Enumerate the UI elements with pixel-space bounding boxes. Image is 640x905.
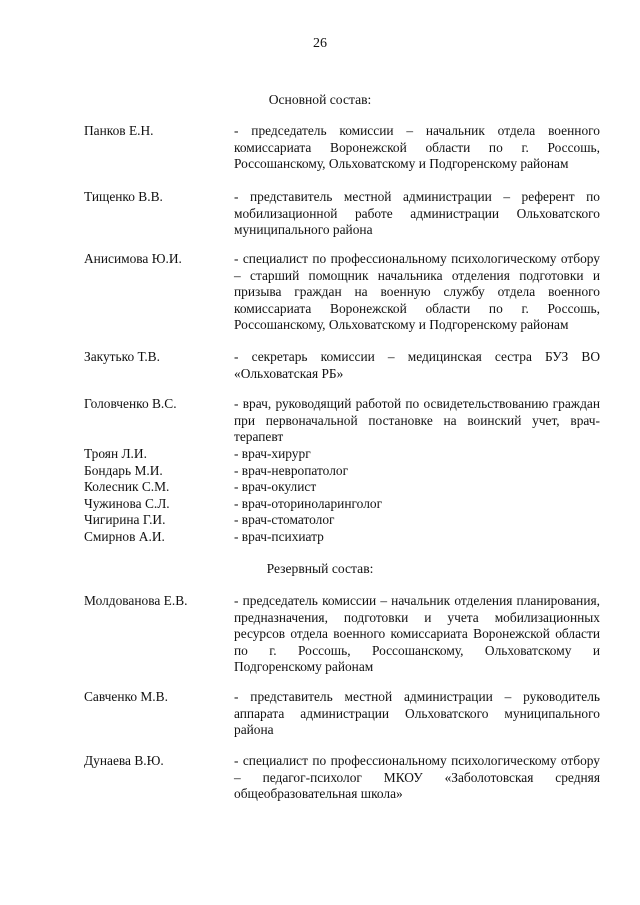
doctor-row bbox=[84, 496, 600, 513]
page-number: 26 bbox=[313, 36, 327, 51]
doctor-role: - врач-окулист bbox=[234, 479, 317, 494]
doctor-name: Чужинова С.Л. bbox=[84, 495, 170, 511]
member-name: Тищенко В.В. bbox=[84, 189, 163, 204]
doctor-name: Чигирина Г.И. bbox=[84, 512, 166, 527]
member-role: - врач, руководящий работой по освидетельствованию граждан при первоначальной постановке на воинский учет, врач-терапевт bbox=[234, 396, 600, 444]
doctor-row bbox=[84, 529, 600, 546]
member-role: - представитель местной администрации – руководитель аппарата администрации Ольховатского муниципального района bbox=[234, 689, 600, 737]
doctor-name: Смирнов А.И. bbox=[84, 528, 165, 544]
member-name: Закутько Т.В. bbox=[84, 349, 160, 364]
member-role: - специалист по профессиональному психологическому отбору – педагог-психолог МКОУ «Заболотовская средняя общеобразовательная школа» bbox=[234, 753, 600, 801]
member-role: - секретарь комиссии – медицинская сестра БУЗ ВО «Ольховатская РБ» bbox=[234, 349, 600, 381]
doctor-role: - врач-оториноларинголог bbox=[234, 495, 383, 511]
doctor-row bbox=[84, 479, 600, 496]
doctor-name: Троян Л.И. bbox=[84, 446, 147, 461]
doctor-role: - врач-стоматолог bbox=[234, 512, 335, 527]
doctor-row bbox=[84, 512, 600, 529]
doctor-role: - врач-психиатр bbox=[234, 528, 324, 544]
doctor-role: - врач-хирург bbox=[234, 446, 311, 461]
member-name: Молдованова Е.В. bbox=[84, 593, 188, 608]
main-composition-heading: Основной состав: bbox=[268, 92, 372, 107]
member-role: - председатель комиссии – начальник отделения планирования, предназначения, подготовки и учета мобилизационных ресурсов отдела военного комиссариата Воронежской области по г. Россошь, Россошанскому, Ольховатскому и Подгоренскому районам bbox=[234, 593, 600, 674]
doctor-name: Колесник С.М. bbox=[84, 479, 170, 494]
member-role: - председатель комиссии – начальник отдела военного комиссариата Воронежской области по г. Россошь, Россошанскому, Ольховатскому и Подгоренскому районам bbox=[234, 123, 600, 171]
doctor-name: Бондарь М.И. bbox=[84, 462, 163, 478]
member-name: Анисимова Ю.И. bbox=[84, 251, 182, 266]
member-name: Головченко В.С. bbox=[84, 396, 177, 411]
member-name: Дунаева В.Ю. bbox=[84, 753, 164, 768]
doctor-row bbox=[84, 446, 600, 463]
doctor-role: - врач-невропатолог bbox=[234, 462, 349, 478]
member-name: Панков Е.Н. bbox=[84, 123, 154, 138]
member-role: - специалист по профессиональному психологическому отбору – старший помощник начальника отделения подготовки и призыва граждан на военную службу отдела военного комиссариата Воронежской области по г. Россошь, Россошанскому, Ольховатскому и Подгоренскому районам bbox=[234, 251, 600, 332]
doctors-list bbox=[84, 446, 600, 545]
doctor-row bbox=[84, 463, 600, 480]
reserve-composition-heading: Резервный состав: bbox=[266, 561, 374, 576]
member-role: - представитель местной администрации – референт по мобилизационной работе администрации Ольховатского муниципального района bbox=[234, 189, 600, 237]
member-name: Савченко М.В. bbox=[84, 689, 168, 704]
